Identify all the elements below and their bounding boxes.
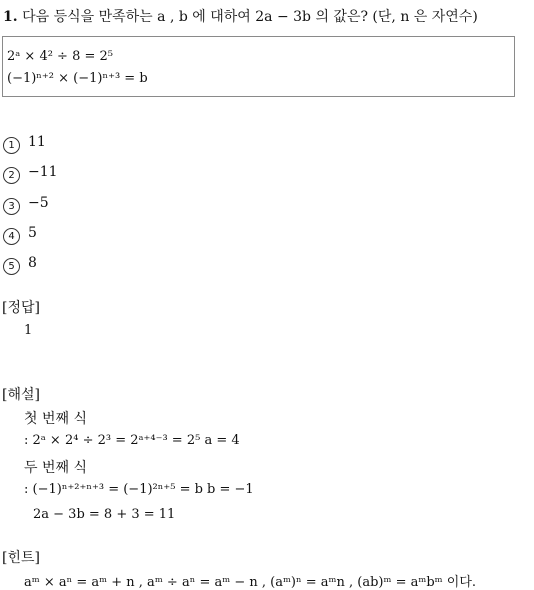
choice-marker: 5 bbox=[3, 258, 20, 275]
condition-line-1: 2ᵃ × 4² ÷ 8 = 2⁵ bbox=[7, 49, 113, 64]
condition-box bbox=[2, 36, 515, 97]
choice-text: −11 bbox=[28, 164, 58, 180]
choice-text: 5 bbox=[28, 225, 37, 241]
choice-3[interactable] bbox=[3, 195, 49, 215]
question bbox=[3, 6, 478, 26]
explanation-line: : 2ᵃ × 2⁴ ÷ 2³ = 2ᵃ⁺⁴⁻³ = 2⁵ a = 4 bbox=[24, 433, 240, 448]
question-number: 1. bbox=[3, 9, 18, 25]
explanation-label: [해설] bbox=[2, 387, 40, 403]
choice-4[interactable] bbox=[3, 225, 37, 245]
question-text: 다음 등식을 만족하는 a , b 에 대하여 2a − 3b 의 값은? (단, n 은 자연수) bbox=[22, 9, 478, 25]
choice-text: 11 bbox=[28, 134, 46, 150]
condition-line-2: (−1)ⁿ⁺² × (−1)ⁿ⁺³ = b bbox=[7, 71, 148, 86]
explanation-line: : (−1)ⁿ⁺²⁺ⁿ⁺³ = (−1)²ⁿ⁺⁵ = b b = −1 bbox=[24, 482, 254, 497]
choice-5[interactable] bbox=[3, 255, 37, 275]
hint-label: [힌트] bbox=[2, 550, 40, 566]
choice-marker: 3 bbox=[3, 198, 20, 215]
choice-marker: 4 bbox=[3, 228, 20, 245]
answer-label: [정답] bbox=[2, 300, 40, 316]
hint-text: aᵐ × aⁿ = aᵐ + n , aᵐ ÷ aⁿ = aᵐ − n , (aᵐ)ⁿ = aᵐn , (ab)ᵐ = aᵐbᵐ 이다. bbox=[24, 575, 477, 590]
choice-2[interactable] bbox=[3, 164, 58, 184]
explanation-line: 첫 번째 식 bbox=[24, 411, 87, 427]
choice-1[interactable] bbox=[3, 134, 46, 154]
explanation-line: 2a − 3b = 8 + 3 = 11 bbox=[33, 507, 176, 522]
choice-marker: 1 bbox=[3, 137, 20, 154]
answer-value: 1 bbox=[24, 323, 33, 338]
choice-text: 8 bbox=[28, 255, 37, 271]
choice-text: −5 bbox=[28, 195, 49, 211]
choice-marker: 2 bbox=[3, 167, 20, 184]
explanation-line: 두 번째 식 bbox=[24, 460, 87, 476]
